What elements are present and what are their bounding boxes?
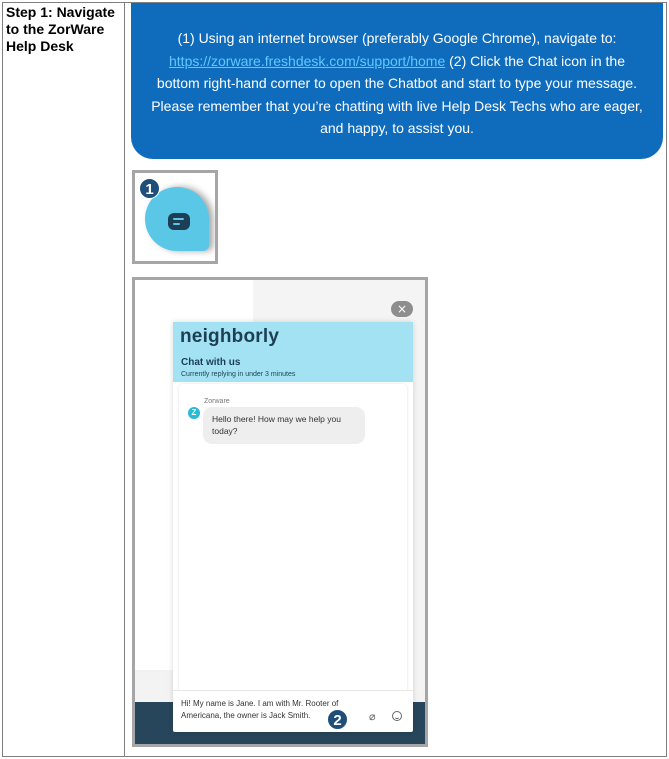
conversation-panel bbox=[179, 384, 407, 692]
emoji-icon[interactable] bbox=[392, 711, 402, 721]
chat-subtitle: Currently replying in under 3 minutes bbox=[181, 371, 296, 378]
agent-message: Hello there! How may we help you today? bbox=[203, 407, 365, 444]
message-input[interactable]: Hi! My name is Jane. I am with Mr. Rooter of Americana, the owner is Jack Smith. bbox=[181, 699, 339, 720]
instruction-callout bbox=[131, 3, 663, 159]
chat-widget-header bbox=[173, 322, 413, 382]
instruction-table bbox=[2, 2, 667, 757]
chat-widget-screenshot bbox=[132, 277, 428, 747]
close-chat-button[interactable]: × bbox=[391, 301, 413, 317]
step-badge-1: 1 bbox=[139, 178, 160, 199]
step-badge-2: 2 bbox=[327, 709, 348, 730]
instruction-part-2: (2) Click the Chat icon in the bottom right-hand corner to open the Chatbot and start to type your message. Please remember that you’re chatting with live Help Desk Techs who are eager, and happy, to assist you. bbox=[151, 52, 643, 136]
chat-widget bbox=[173, 322, 413, 732]
instruction-part-1: (1) Using an internet browser (preferably Google Chrome), navigate to: bbox=[177, 30, 617, 46]
paperclip-icon[interactable]: ⌀ bbox=[369, 710, 376, 723]
help-desk-link[interactable]: https://zorware.freshdesk.com/support/home bbox=[169, 52, 446, 69]
sender-name: Zorware bbox=[204, 398, 230, 405]
chat-title: Chat with us bbox=[181, 357, 241, 368]
agent-avatar: Z bbox=[188, 407, 200, 419]
step-title: Step 1: Navigate to the ZorWare Help Desk bbox=[6, 4, 115, 54]
brand-logo: neighborly bbox=[180, 326, 280, 347]
chat-icon bbox=[168, 213, 190, 230]
message-compose-box[interactable] bbox=[173, 690, 413, 732]
chat-icon-screenshot bbox=[132, 170, 218, 264]
step-column bbox=[3, 3, 125, 756]
